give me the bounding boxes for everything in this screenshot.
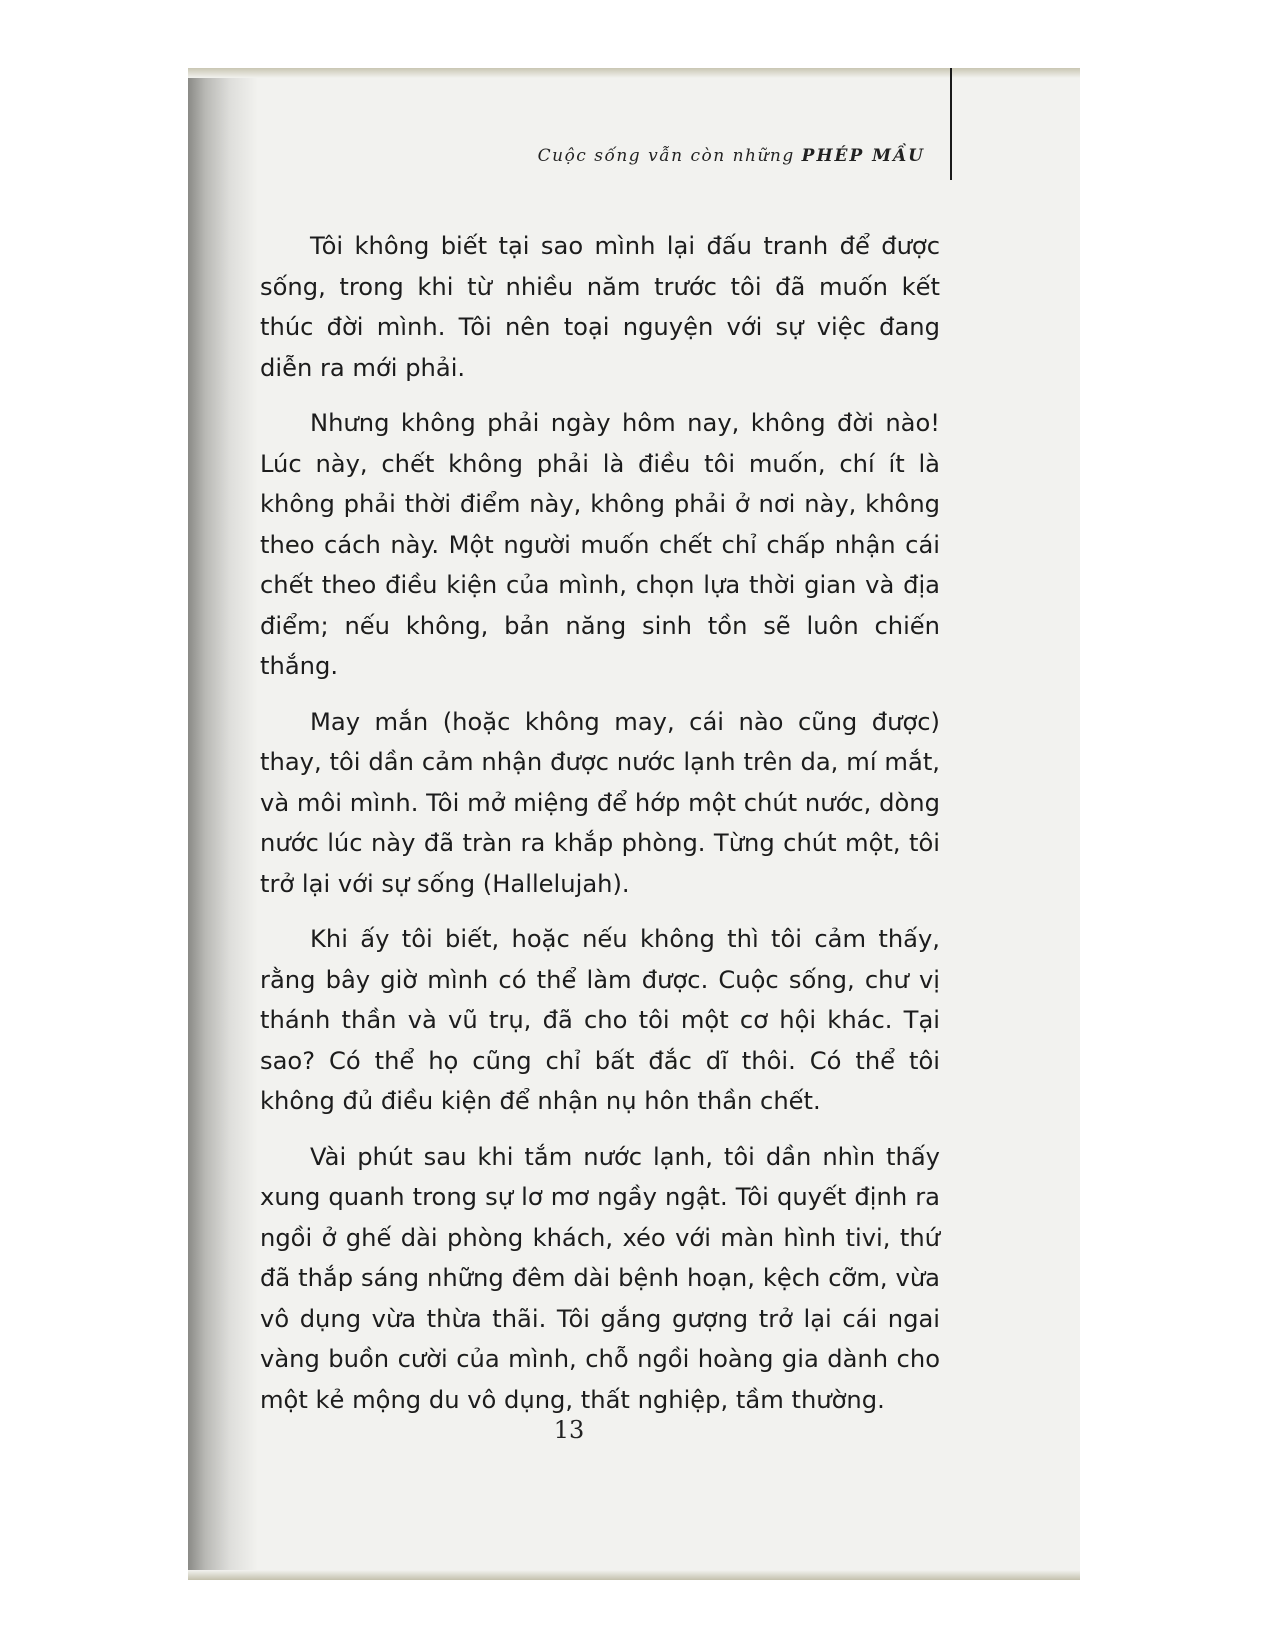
- body-text: [260, 226, 940, 1435]
- page-spine-shadow: [188, 68, 258, 1580]
- paragraph-3: May mắn (hoặc không may, cái nào cũng được) thay, tôi dần cảm nhận được nước lạnh trên da, mí mắt, và môi mình. Tôi mở miệng để hớp một chút nước, dòng nước lúc này đã tràn ra khắp phòng. Từng chút một, tôi trở lại với sự sống (Hallelujah).: [260, 707, 940, 898]
- running-header-text: Cuộc sống vẫn còn những: [537, 146, 795, 166]
- running-header: [538, 146, 925, 166]
- page-top-edge: [188, 68, 1080, 78]
- page-number: 13: [553, 1416, 585, 1444]
- header-vertical-rule: [950, 68, 952, 180]
- paragraph-4: Khi ấy tôi biết, hoặc nếu không thì tôi cảm thấy, rằng bây giờ mình có thể làm được. Cuộc sống, chư vị thánh thần và vũ trụ, đã cho tôi một cơ hội khác. Tại sao? Có thể họ cũng chỉ bất đắc dĩ thôi. Có thể tôi không đủ điều kiện để nhận nụ hôn thần chết.: [260, 925, 940, 1115]
- page-bottom-edge: [188, 1570, 1080, 1580]
- book-page: [188, 68, 1080, 1580]
- paragraph-1: Tôi không biết tại sao mình lại đấu tranh để được sống, trong khi từ nhiều năm trước tôi đã muốn kết thúc đời mình. Tôi nên toại nguyện với sự việc đang diễn ra mới phải.: [260, 232, 940, 382]
- paragraph-5: Vài phút sau khi tắm nước lạnh, tôi dần nhìn thấy xung quanh trong sự lơ mơ ngầy ngật. Tôi quyết định ra ngồi ở ghế dài phòng khách, xéo với màn hình tivi, thứ đã thắp sáng những đêm dài bệnh hoạn, kệch cỡm, vừa vô dụng vừa thừa thãi. Tôi gắng gượng trở lại cái ngai vàng buồn cười của mình, chỗ ngồi hoàng gia dành cho một kẻ mộng du vô dụng, thất nghiệp, tầm thường.: [260, 1142, 940, 1414]
- paragraph-2: Nhưng không phải ngày hôm nay, không đời nào! Lúc này, chết không phải là điều tôi muốn, chí ít là không phải thời điểm này, không phải ở nơi này, không theo cách này. Một người muốn chết chỉ chấp nhận cái chết theo điều kiện của mình, chọn lựa thời gian và địa điểm; nếu không, bản năng sinh tồn sẽ luôn chiến thắng.: [260, 409, 940, 680]
- running-header-emphasis: PHÉP MẦU: [801, 146, 925, 166]
